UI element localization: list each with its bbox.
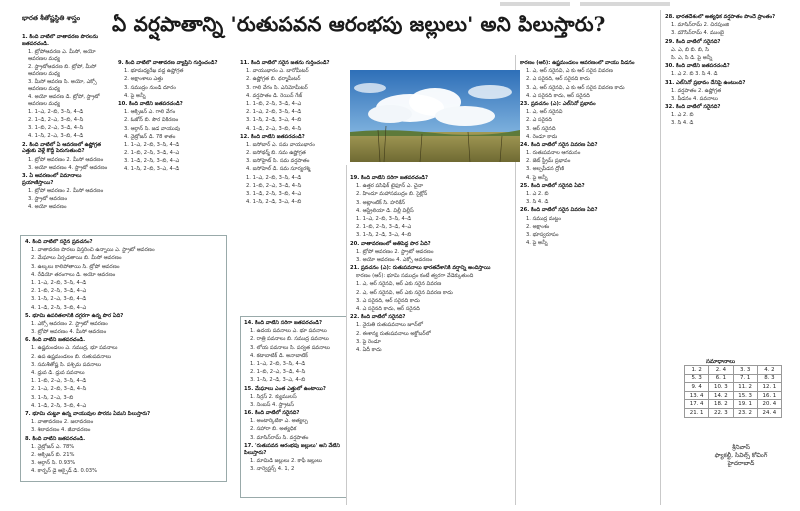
option-text: 4. 1–డి, 2–సి, 3–బి, 4–ఎ bbox=[31, 402, 87, 409]
answer-cell: 16. 1 bbox=[757, 391, 781, 400]
answer-cell: 23. 2 bbox=[733, 408, 757, 417]
option-text: 1. 1–ఎ, 2–బి, 3–సి, 4–డి bbox=[124, 141, 180, 148]
option-text: 1. ఎ 2. బి bbox=[526, 191, 549, 197]
option-text: 3. 1–సి, 2–ఎ, 3–బి, 4–డి bbox=[31, 296, 87, 303]
option-text: 3. మాసిన్‌రామ్ సి. వర్షపాతం bbox=[250, 434, 309, 441]
option-text: 2. ఎ సరైనది bbox=[526, 117, 552, 124]
option-text: 3. ఆర్గాన్ సి. 0.93% bbox=[31, 460, 76, 467]
answer-cell: 4. 2 bbox=[757, 366, 781, 375]
option-text: 3. ఆర్ సరైనది bbox=[526, 125, 556, 132]
option-text: 1. ఎ, ఆర్ సరైనవి bbox=[526, 109, 563, 116]
question-text: 7. భూమి చుట్టూ ఉన్న వాయువుల పొరను ఏమని పిలుస్తారు? bbox=[25, 410, 151, 417]
author-role: ఫ్యాకల్టీ, సివిల్స్ కోచింగ్ bbox=[714, 452, 768, 459]
option-text: 4. రేడియో తరంగాలు డి. అయో ఆవరణం bbox=[31, 271, 116, 278]
option-text: 1. 1–ఎ, 2–బి, 3–సి, 4–డి bbox=[246, 174, 302, 181]
author-city: హైదరాబాద్ bbox=[727, 460, 755, 467]
answers-row bbox=[685, 391, 782, 400]
option-text: 1. ట్రోపోఆవరణ ఎ. మీసో, అయో ఆవరణల మధ్య bbox=[28, 48, 96, 62]
option-text: 4. 1–సి, 2–డి, 3–ఎ, 4–బి bbox=[246, 199, 302, 206]
option-text: 3. ఆర్గాన్ సి. జడ వాయువు bbox=[124, 125, 181, 132]
question-text: 2. కింది వాటిలో ఏ ఆవరణలో ఉష్ణోగ్రత ఎత్తుకు వెళ్లే కొద్దీ పెరుగుతుంది? bbox=[22, 141, 102, 155]
option-text: 3. మౌసిన్‌రామ్ 4. ముంబై bbox=[671, 30, 724, 37]
option-text: 1. నైరుతి రుతుపవనాలు జూన్‌లో bbox=[356, 322, 424, 329]
option-text: 3. 1–డి, 2–సి, 3–బి, 4–ఎ bbox=[124, 158, 180, 165]
answer-cell: 19. 1 bbox=[733, 400, 757, 409]
option-text: 3. సముద్రం నుండి దూరం bbox=[124, 84, 176, 91]
option-text: 1. ట్రోపో ఆవరణం 2. స్ట్రాటో ఆవరణం bbox=[356, 248, 434, 255]
question-text: 12. కింది వాటిని జతపరచండి? bbox=[240, 133, 305, 140]
option-text: సి. ఎ, సి డి. పై అన్నీ bbox=[671, 54, 713, 61]
answers-table bbox=[684, 365, 782, 418]
question-text: 8. కింది వాటిని జతపరచండి. bbox=[25, 435, 86, 442]
answer-cell: 2. 4 bbox=[709, 366, 733, 375]
option-text: 1. ఎ, ఆర్ సరైనవి, ఆర్ ఎకు సరైన వివరణ bbox=[356, 281, 442, 288]
option-text: 2. ఈశాన్య రుతుపవనాలు అక్టోబర్‌లో bbox=[356, 330, 431, 337]
question-box-left bbox=[20, 235, 227, 482]
option-text: 4. 1–డి, 2–సి, 3–బి, 4–ఎ bbox=[31, 304, 87, 311]
answer-cell: 8. 3 bbox=[757, 374, 781, 383]
option-text: 3. 1–డి, 2–సి, 3–బి, 4–ఎ bbox=[246, 191, 302, 197]
option-text: 3. స్ట్రాటో ఆవరణం bbox=[28, 196, 68, 203]
option-text: 2. ఎ, ఆర్ సరైనవి, ఆర్ ఎకు సరైన వివరణ కాదు bbox=[356, 289, 453, 296]
answer-cell: 9. 4 bbox=[685, 383, 709, 392]
answer-cell: 13. 4 bbox=[685, 391, 709, 400]
top-strip-segment bbox=[580, 2, 670, 6]
question-text: 26. కింది వాటిలో సరైన వివరణ ఏది? bbox=[520, 207, 598, 214]
question-text: 30. కింది వాటిని జతపరచండి? bbox=[665, 63, 730, 70]
question-text: 20. వాతావరణంలో అతిపెద్ద పొర ఏది? bbox=[350, 240, 431, 247]
option-text: 2. ఉప ఉష్ణమండలం బి. రుతుపవనాలు bbox=[31, 353, 112, 360]
question-text: 25. కింది వాటిలో సరైనది ఏది? bbox=[520, 182, 585, 189]
option-text: 1. నైట్రోజన్ ఎ. 78% bbox=[31, 443, 75, 450]
option-text: 3. ట్రోపో ఆవరణం 4. మీసో ఆవరణం bbox=[31, 329, 107, 336]
answer-cell: 11. 2 bbox=[733, 383, 757, 392]
option-text: 1. సముద్ర మట్టం bbox=[526, 215, 561, 222]
option-text: ఎ. ఎ, బి బి. బి, సి bbox=[671, 46, 709, 53]
top-strip-segment bbox=[500, 2, 570, 6]
option-text: 1. ఎ 2. బి 3. సి 4. డి bbox=[671, 71, 718, 78]
option-text: 2. 1–బి, 2–సి, 3–డి, 4–ఎ bbox=[124, 150, 180, 157]
option-text: 2. అక్షాంశాలు ఎత్తు bbox=[124, 76, 164, 83]
column-3 bbox=[240, 60, 350, 310]
question-text: 22. కింది వాటిలో సరైనది? bbox=[350, 314, 406, 321]
column-1 bbox=[22, 34, 112, 230]
option-text: 2. మేఘాలు ఏర్పడతాయి బి. మీసో ఆవరణం bbox=[31, 255, 122, 262]
question-text: 17. 'రుతుపవన ఆరంభపు జల్లులు' అని వేటిని పిలుస్తారు? bbox=[244, 442, 340, 456]
question-text: 9. కింది వాటిలో వాతావరణ వ్యాప్తిని గుర్తించండి? bbox=[118, 60, 218, 66]
option-text: 2. ఆక్సిజన్ బి. 21% bbox=[31, 451, 75, 458]
question-text: 32. కింది వాటిలో సరైనది? bbox=[665, 104, 721, 111]
option-text: 3. అట్లాంటిక్ సి. హరికేన్ bbox=[356, 199, 406, 206]
option-text: 1. వాతావరణ పొరలు విస్తరించి ఉన్నాయి ఎ. స్ట్రాటో ఆవరణం bbox=[31, 247, 155, 254]
option-text: 3. పీడనం 4. పవనాలు bbox=[671, 95, 718, 102]
option-text: 3. 1–బి, 2–ఎ, 3–డి, 4–సి bbox=[28, 125, 84, 132]
sky-field-image bbox=[350, 70, 520, 162]
option-text: 3. మీసో ఆవరణ సి. అయో, ఎక్సో ఆవరణల మధ్య bbox=[28, 78, 97, 92]
option-text: 4. ఎ సరైనది కాదు, ఆర్ సరైనది bbox=[356, 306, 420, 312]
question-text: 31. ఎల్‌నినో ప్రభావం దేనిపై ఉంటుంది? bbox=[665, 79, 746, 86]
answer-cell: 5. 3 bbox=[685, 374, 709, 383]
option-text: 3. 1–సి, 2–ఎ, 3–బి bbox=[31, 394, 74, 401]
option-text: 1. భూమధ్యరేఖ వద్ద ఉష్ణోగ్రత bbox=[124, 68, 184, 75]
option-text: 4. అయో ఆవరణం bbox=[28, 204, 67, 211]
option-text: 4. 1–సి, 2–బి, 3–ఎ, 4–డి bbox=[124, 166, 180, 173]
option-text: 2. స్ట్రాటోఆవరణ బి. ట్రోపో, మీసో ఆవరణల మధ్య bbox=[28, 63, 97, 77]
option-text: 2. 1–ఎ, 2–బి, 3–సి, 4–డి bbox=[246, 109, 302, 116]
question-text: కారణం (ఆర్): ఉష్ణమండలం ఆవరణంలో వాయు పీడనం bbox=[520, 60, 635, 66]
option-text: 1. 1–ఎ, 2–బి, 3–సి, 4–డి bbox=[356, 215, 412, 222]
option-text: 4. ఐసోహెల్ డి. సమ సూర్యరశ్మి bbox=[246, 166, 311, 173]
question-text: 10. కింది వాటిని జతపరచండి? bbox=[118, 100, 183, 107]
option-text: 4. ఏదీ కాదు bbox=[356, 346, 382, 353]
question-text: 11. కింది వాటిలో సరైన జతను గుర్తించండి? bbox=[240, 60, 330, 66]
option-text: 4. 1–సి, 2–ఎ, 3–బి, 4–డి bbox=[28, 133, 84, 140]
option-text: 1. వాతావరణం 2. జలావరణం bbox=[31, 419, 94, 426]
option-text: 1. వాయుభారం ఎ. బారోమీటర్ bbox=[246, 68, 309, 75]
option-text: 2. ఎ సరైనది, ఆర్ సరైనది కాదు bbox=[526, 76, 590, 83]
option-text: 4. ధ్రువ డి. ధ్రువ పవనాలు bbox=[31, 370, 85, 376]
option-text: 1. ట్రోపో ఆవరణం 2. మీసో ఆవరణం bbox=[28, 156, 104, 163]
question-text: 5. భూమి ఉపరితలానికి దగ్గరగా ఉన్న పొర ఏది? bbox=[25, 312, 124, 319]
question-text: 24. కింది వాటిలో సరైన వివరణ ఏది? bbox=[520, 141, 598, 148]
answers-row bbox=[685, 400, 782, 409]
option-text: 4. రెండూ కాదు bbox=[526, 133, 558, 140]
column-2 bbox=[118, 60, 236, 230]
question-text: 29. కింది వాటిలో సరైనది? bbox=[665, 38, 721, 45]
option-text: 2. జెట్ స్ట్రీమ్ ప్రభావం bbox=[526, 158, 571, 165]
question-text: 19. కింది వాటిని సరిగా జతపరచండి? bbox=[350, 175, 429, 181]
option-text: 2. అక్షాంశం bbox=[526, 223, 550, 230]
option-text: 1. ఎ, ఆర్ సరైనవి, ఎ కు ఆర్ సరైన వివరణ bbox=[526, 68, 613, 75]
option-text: 3. 1–సి, 2–డి, 3–ఎ, 4–బి bbox=[250, 377, 306, 384]
monsoon-sky-photo bbox=[350, 70, 520, 162]
option-text: 1. ఎక్సో ఆవరణం 2. స్ట్రాటో ఆవరణం bbox=[31, 320, 108, 327]
option-text: 3. గాలి వేగం సి. ఎనిమోమీటర్ bbox=[246, 84, 308, 91]
answer-cell: 3. 3 bbox=[733, 366, 757, 375]
answers-row bbox=[685, 366, 782, 375]
option-text: 4. పై అన్నీ bbox=[124, 92, 146, 99]
answer-cell: 7. 1 bbox=[733, 374, 757, 383]
answer-cell: 18. 2 bbox=[709, 400, 733, 409]
option-text: 3. సమశీతోష్ణ సి. పశ్చిమ పవనాలు bbox=[31, 361, 102, 368]
option-text: 3. ఎ సరైనది, ఆర్ సరైనది కాదు bbox=[356, 297, 420, 304]
option-text: 2. 1–బి, 2–సి, 3–డి, 4–ఎ bbox=[31, 288, 87, 295]
column-5 bbox=[520, 60, 650, 500]
option-text: 3. నింబస్ 4. స్ట్రాటస్ bbox=[250, 401, 294, 408]
option-text: 3. నార్వెస్టర్స్ 4. 1, 2 bbox=[250, 465, 295, 472]
question-box-middle-content bbox=[244, 320, 343, 494]
answer-cell: 1. 2 bbox=[685, 366, 709, 375]
question-text: 4. కింది వాటిలో సరైన ప్రవచనం? bbox=[25, 239, 93, 245]
option-text: 2. ఓజోన్ బి. సౌర వికిరణం bbox=[124, 117, 179, 124]
option-text: 4. 1–డి, 2–ఎ, 3–బి, 4–సి bbox=[246, 125, 302, 132]
question-box-left-content bbox=[25, 239, 222, 477]
option-text: 4. కటాబాటిక్ డి. అనాబాటిక్ bbox=[250, 352, 308, 359]
option-text: 1. 1–ఎ, 2–బి, 3–సి, 4–డి bbox=[250, 360, 306, 367]
answers-row bbox=[685, 383, 782, 392]
option-text: 3. ఉల్కలు కాలిపోతాయి సి. ట్రోపో ఆవరణం bbox=[31, 263, 120, 270]
option-text: 1. రుతుపవనాల ఆగమనం bbox=[526, 150, 581, 157]
top-strip bbox=[0, 0, 800, 8]
option-text: 3. 1–సి, 2–డి, 3–ఎ, 4–బి bbox=[246, 117, 302, 124]
answer-cell: 20. 4 bbox=[757, 400, 781, 409]
option-text: 4. పై అన్నీ bbox=[526, 174, 548, 181]
option-text: 1. 1–ఎ, 2–బి, 3–సి, 4–డి bbox=[31, 279, 87, 286]
answer-cell: 24. 4 bbox=[757, 408, 781, 417]
answer-cell: 15. 3 bbox=[733, 391, 757, 400]
answer-cell: 10. 3 bbox=[709, 383, 733, 392]
question-text: 1. కింది వాటిలో వాతావరణ పొరలను జతపరచండి. bbox=[22, 34, 99, 47]
option-text: 2. రాత్రి పవనాలు బి. సముద్ర పవనాలు bbox=[250, 336, 329, 343]
option-text: 4. నైట్రోజన్ డి. 78 శాతం bbox=[124, 133, 176, 140]
option-text: 2. ఐసోథర్మ్ బి. సమ ఉష్ణోగ్రత bbox=[246, 150, 306, 157]
option-text: 3. సి 4. డి bbox=[526, 199, 549, 206]
option-text: 2. 1–ఎ, 2–బి, 3–డి, 4–సి bbox=[31, 386, 87, 393]
option-text: 1. ఎ 2. బి bbox=[671, 112, 694, 119]
option-text: 2. సహారా బి. అత్యధిక bbox=[250, 426, 297, 433]
answer-cell: 22. 3 bbox=[709, 408, 733, 417]
answer-cell: 12. 1 bbox=[757, 383, 781, 392]
option-text: 4. పై అన్నీ bbox=[526, 240, 548, 247]
option-text: 4. కార్బన్ డై ఆక్సైడ్ డి. 0.03% bbox=[31, 468, 98, 475]
option-text: 3. 1–సి, 2–డి, 3–ఎ, 4–బి bbox=[356, 232, 412, 239]
author-signature bbox=[706, 444, 776, 468]
column-6 bbox=[665, 14, 790, 354]
section-tag: భారత శీతోష్ణస్థితి శాస్త్రం bbox=[22, 14, 80, 22]
author-name: శ్రీనివాస్ bbox=[732, 444, 750, 451]
answers-row bbox=[685, 408, 782, 417]
column-4 bbox=[350, 175, 510, 495]
option-text: 3. అయో ఆవరణం 4. ఎక్సో ఆవరణం bbox=[356, 256, 433, 263]
question-box-middle bbox=[240, 316, 347, 498]
option-text: 1. ఉదయ పవనాలు ఎ. భూ పవనాలు bbox=[250, 328, 327, 335]
option-text: 1. మామిడి జల్లులు 2. కాఫీ జల్లులు bbox=[250, 457, 322, 464]
option-text: 4. ఎ సరైనది కాదు, ఆర్ సరైనది bbox=[526, 92, 590, 99]
option-text: 2. 1–బి, 2–ఎ, 3–డి, 4–సి bbox=[246, 182, 302, 189]
question-text: 15. మేఘాలు ఎంత ఎత్తులో ఉంటాయి? bbox=[244, 385, 326, 392]
option-text: 1. ఆక్సిజన్ ఎ. గాలి వేగం bbox=[124, 109, 176, 116]
option-text: 2. హిందూ మహాసముద్రం బి. సైక్లోన్ bbox=[356, 191, 428, 198]
option-text: 3. అయో ఆవరణం 4. స్ట్రాటో ఆవరణం bbox=[28, 164, 108, 171]
answer-cell: 14. 2 bbox=[709, 391, 733, 400]
answer-cell: 17. 4 bbox=[685, 400, 709, 409]
page-headline: ఏ వర్షపాతాన్ని 'రుతుపవన ఆరంభపు జల్లులు' అని పిలుస్తారు? bbox=[112, 12, 606, 36]
option-text: 4. వర్షపాతం డి. రెయిన్ గేజ్ bbox=[246, 92, 303, 99]
option-text: 1. ట్రోపో ఆవరణం 2. మీసో ఆవరణం bbox=[28, 188, 104, 195]
answer-cell: 21. 1 bbox=[685, 408, 709, 417]
option-text: 3. భూస్వరూపం bbox=[526, 231, 559, 238]
answers-row bbox=[685, 374, 782, 383]
option-text: 1. 1–బి, 2–సి, 3–డి, 4–ఎ bbox=[246, 100, 302, 107]
option-text: 1. వర్షపాతం 2. ఉష్ణోగ్రత bbox=[671, 87, 722, 94]
option-text: 1. 1–ఎ, 2–బి, 3–సి, 4–డి bbox=[28, 108, 84, 115]
option-text: 2. 1–డి, 2–ఎ, 3–బి, 4–సి bbox=[28, 117, 84, 124]
option-text: 1. ఉష్ణమండలం ఎ. సముద్ర, భూ పవనాలు bbox=[31, 345, 118, 352]
question-text: 16. కింది వాటిలో సరైనది? bbox=[244, 410, 300, 417]
option-text: 3. ఐసోహైట్ సి. సమ వర్షపాతం bbox=[246, 158, 310, 165]
question-text: 28. భారతదేశంలో అత్యధిక వర్షపాతం పొందే ప్రాంతం? bbox=[665, 14, 776, 20]
option-text: 3. ఎ, ఆర్ సరైనవి, ఎ కు ఆర్ సరైన వివరణ కాదు bbox=[526, 84, 625, 91]
question-text: 23. ప్రవచనం (ఎ): ఎల్‌నినో ప్రభావం bbox=[520, 100, 596, 107]
option-text: 3. శిలావరణం 4. జీవావరణం bbox=[31, 427, 91, 434]
option-text: 1. ఐసోబార్ ఎ. సమ వాయుభారం bbox=[246, 141, 315, 148]
option-text: 2. 1–బి, 2–సి, 3–డి, 4–ఎ bbox=[356, 224, 412, 231]
question-text: 21. ప్రవచనం (ఎ): రుతుపవనాలు భారతదేశానికి వర్షాన్ని అందిస్తాయి bbox=[350, 265, 491, 272]
answer-cell: 6. 1 bbox=[709, 374, 733, 383]
column-divider bbox=[660, 10, 661, 505]
column-divider bbox=[346, 165, 347, 505]
option-text: 4. ఆస్ట్రేలియా డి. విల్లీ విల్లీస్ bbox=[356, 207, 414, 214]
option-text: 2. ఉష్ణోగ్రత బి. థర్మామీటర్ bbox=[246, 76, 301, 83]
answers-title: సమాధానాలు bbox=[706, 359, 735, 365]
option-text: 1. సిర్రస్ 2. క్యుములస్ bbox=[250, 393, 297, 400]
option-text: 1. ఉత్తర పసిఫిక్ టైఫూన్ ఎ. చైనా bbox=[356, 183, 424, 190]
option-text: 3. సి 4. డి bbox=[671, 120, 694, 127]
option-text: 4. అయో ఆవరణ డి. ట్రోపో, స్ట్రాటో ఆవరణల మధ్య bbox=[28, 93, 100, 107]
option-text: 1. అంటార్కిటికా ఎ. అత్యల్ప bbox=[250, 418, 308, 425]
option-text: 1. మాసిన్‌రామ్ 2. చిరపుంజి bbox=[671, 22, 729, 29]
option-text: 3. లోయ పవనాలు సి. పర్వత పవనాలు bbox=[250, 344, 330, 351]
question-text: 3. ఏ ఆవరణంలో విమానాలు ప్రయాణిస్తాయి? bbox=[22, 173, 82, 186]
option-text: కారణం (ఆర్): భూమి సముద్రం కంటే త్వరగా వేడెక్కుతుంది bbox=[356, 273, 474, 280]
option-text: 3. అల్పపీడన ద్రోణి bbox=[526, 166, 565, 173]
question-text: 14. కింది వాటిని సరిగా జతపరచండి? bbox=[244, 320, 323, 326]
option-text: 3. పై రెండూ bbox=[356, 338, 381, 345]
option-text: 1. 1–బి, 2–ఎ, 3–సి, 4–డి bbox=[31, 378, 87, 385]
question-text: 6. కింది వాటిని జతపరచండి. bbox=[25, 337, 86, 344]
option-text: 2. 1–బి, 2–ఎ, 3–డి, 4–సి bbox=[250, 369, 306, 376]
